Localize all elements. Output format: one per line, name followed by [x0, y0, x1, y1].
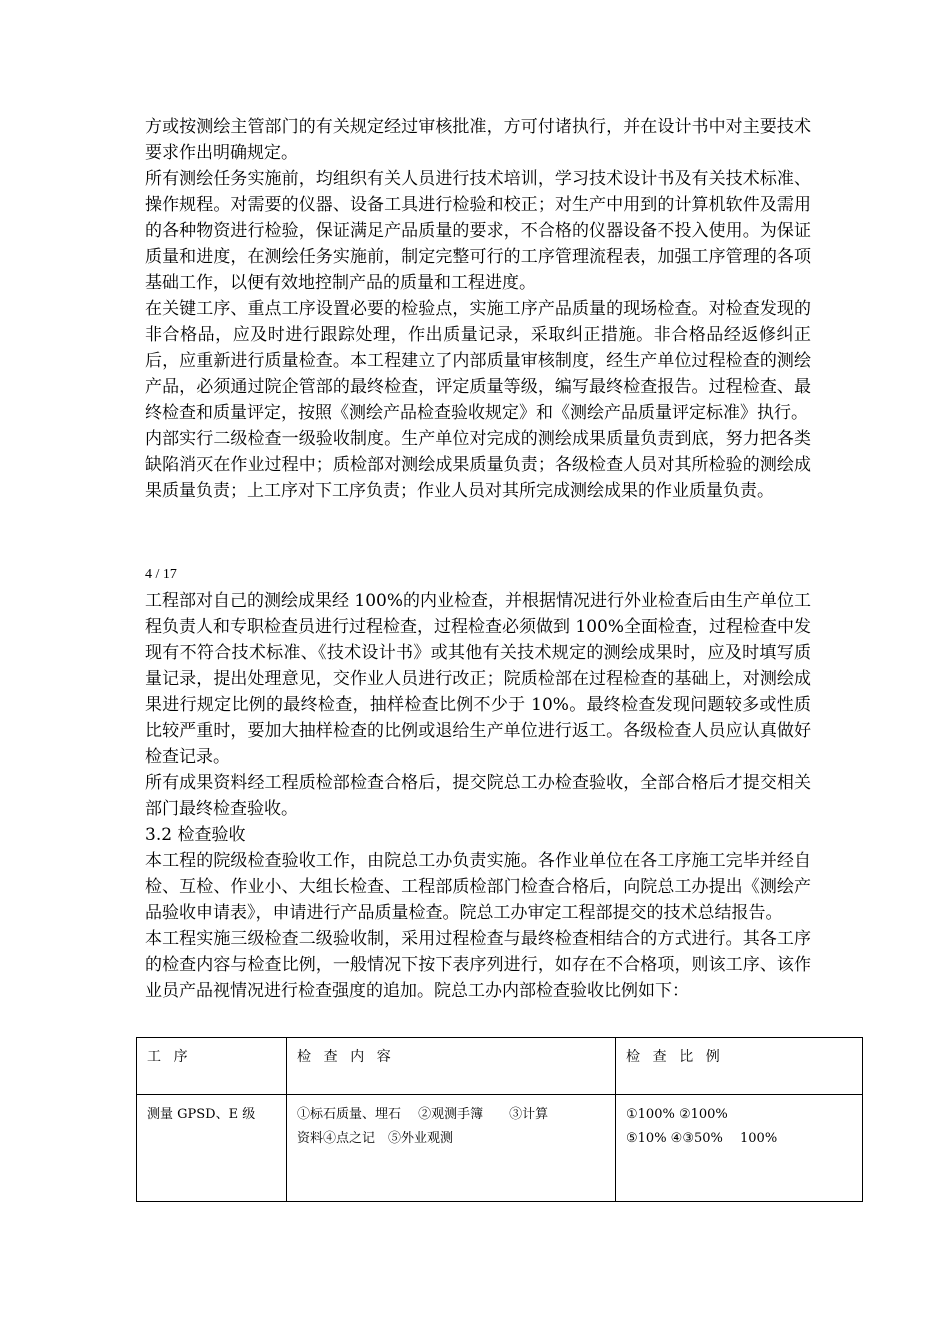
ratio-line: ⑤10% ④③50% 100%	[626, 1131, 778, 1146]
header-ratio: 检查比例	[616, 1038, 863, 1095]
ratio-line: ①100% ②100%	[626, 1107, 728, 1122]
paragraph: 本工程的院级检查验收工作，由院总工办负责实施。各作业单位在各工序施工完毕并经自检、互检、作业小、大组长检查、工程部质检部门检查合格后，向院总工办提出《测绘产品验收申请表》，申请进行产品质量检查。院总工办审定工程部提交的技术总结报告。	[145, 851, 811, 923]
paragraph: 内部实行二级检查一级验收制度。生产单位对完成的测绘成果质量负责到底，努力把各类缺陷消灭在作业过程中；质检部对测绘成果质量负责；各级检查人员对其所检验的测绘成果质量负责；上工序对下工序负责；作业人员对其所完成测绘成果的作业质量负责。	[145, 429, 811, 501]
paragraph: 所有成果资料经工程质检部检查合格后，提交院总工办检查验收，全部合格后才提交相关部门最终检查验收。	[145, 773, 811, 819]
paragraph: 工程部对自己的测绘成果经 100%的内业检查，并根据情况进行外业检查后由生产单位工程负责人和专职检查员进行过程检查，过程检查必须做到 100%全面检查，过程检查中发现有不符合技术标准、《技术设计书》或其他有关技术规定的测绘成果时，应及时填写质量记录，提出处理意见，交作业人员进行改正；院质检部在过程检查的基础上，对测绘成果进行规定比例的最终检查，抽样检查比例不少于 10%。最终检查发现问题较多或性质比较严重时，要加大抽样检查的比例或退给生产单位进行返工。各级检查人员应认真做好检查记录。	[145, 591, 812, 767]
body-text-block-2	[145, 588, 811, 1004]
body-text-block-1	[145, 114, 811, 504]
header-content: 检查内容	[287, 1038, 616, 1095]
paragraph: 方或按测绘主管部门的有关规定经过审核批准，方可付诸执行，并在设计书中对主要技术要求作出明确规定。	[145, 117, 811, 163]
cell-ratio	[616, 1095, 863, 1202]
header-process: 工序	[137, 1038, 287, 1095]
page-number: 4 / 17	[145, 567, 177, 582]
section-heading: 3.2 检查验收	[145, 825, 246, 845]
inspection-ratio-table	[136, 1037, 863, 1202]
cell-process	[137, 1095, 287, 1202]
cell-content	[287, 1095, 616, 1202]
table-row	[137, 1095, 863, 1202]
paragraph: 所有测绘任务实施前，均组织有关人员进行技术培训，学习技术设计书及有关技术标准、操作规程。对需要的仪器、设备工具进行检验和校正；对生产中用到的计算机软件及需用的各种物资进行检验，保证满足产品质量的要求，不合格的仪器设备不投入使用。为保证质量和进度，在测绘任务实施前，制定完整可行的工序管理流程表，加强工序管理的各项基础工作，以便有效地控制产品的质量和工程进度。	[145, 169, 811, 293]
process-text: 测量 GPSD、E 级	[147, 1107, 256, 1122]
paragraph: 本工程实施三级检查二级验收制，采用过程检查与最终检查相结合的方式进行。其各工序的检查内容与检查比例，一般情况下按下表序列进行，如存在不合格项，则该工序、该作业员产品视情况进行检查强度的追加。院总工办内部检查验收比例如下：	[145, 929, 811, 1001]
content-line: ①标石质量、埋石 ②观测手簿 ③计算	[297, 1107, 549, 1122]
content-line: 资料④点之记 ⑤外业观测	[297, 1131, 454, 1146]
paragraph: 在关键工序、重点工序设置必要的检验点，实施工序产品质量的现场检查。对检查发现的非合格品，应及时进行跟踪处理，作出质量记录，采取纠正措施。非合格品经返修纠正后，应重新进行质量检查。本工程建立了内部质量审核制度，经生产单位过程检查的测绘产品，必须通过院企管部的最终检查，评定质量等级，编写最终检查报告。过程检查、最终检查和质量评定，按照《测绘产品检查验收规定》和《测绘产品质量评定标准》执行。	[145, 299, 811, 423]
table-header-row	[137, 1038, 863, 1095]
